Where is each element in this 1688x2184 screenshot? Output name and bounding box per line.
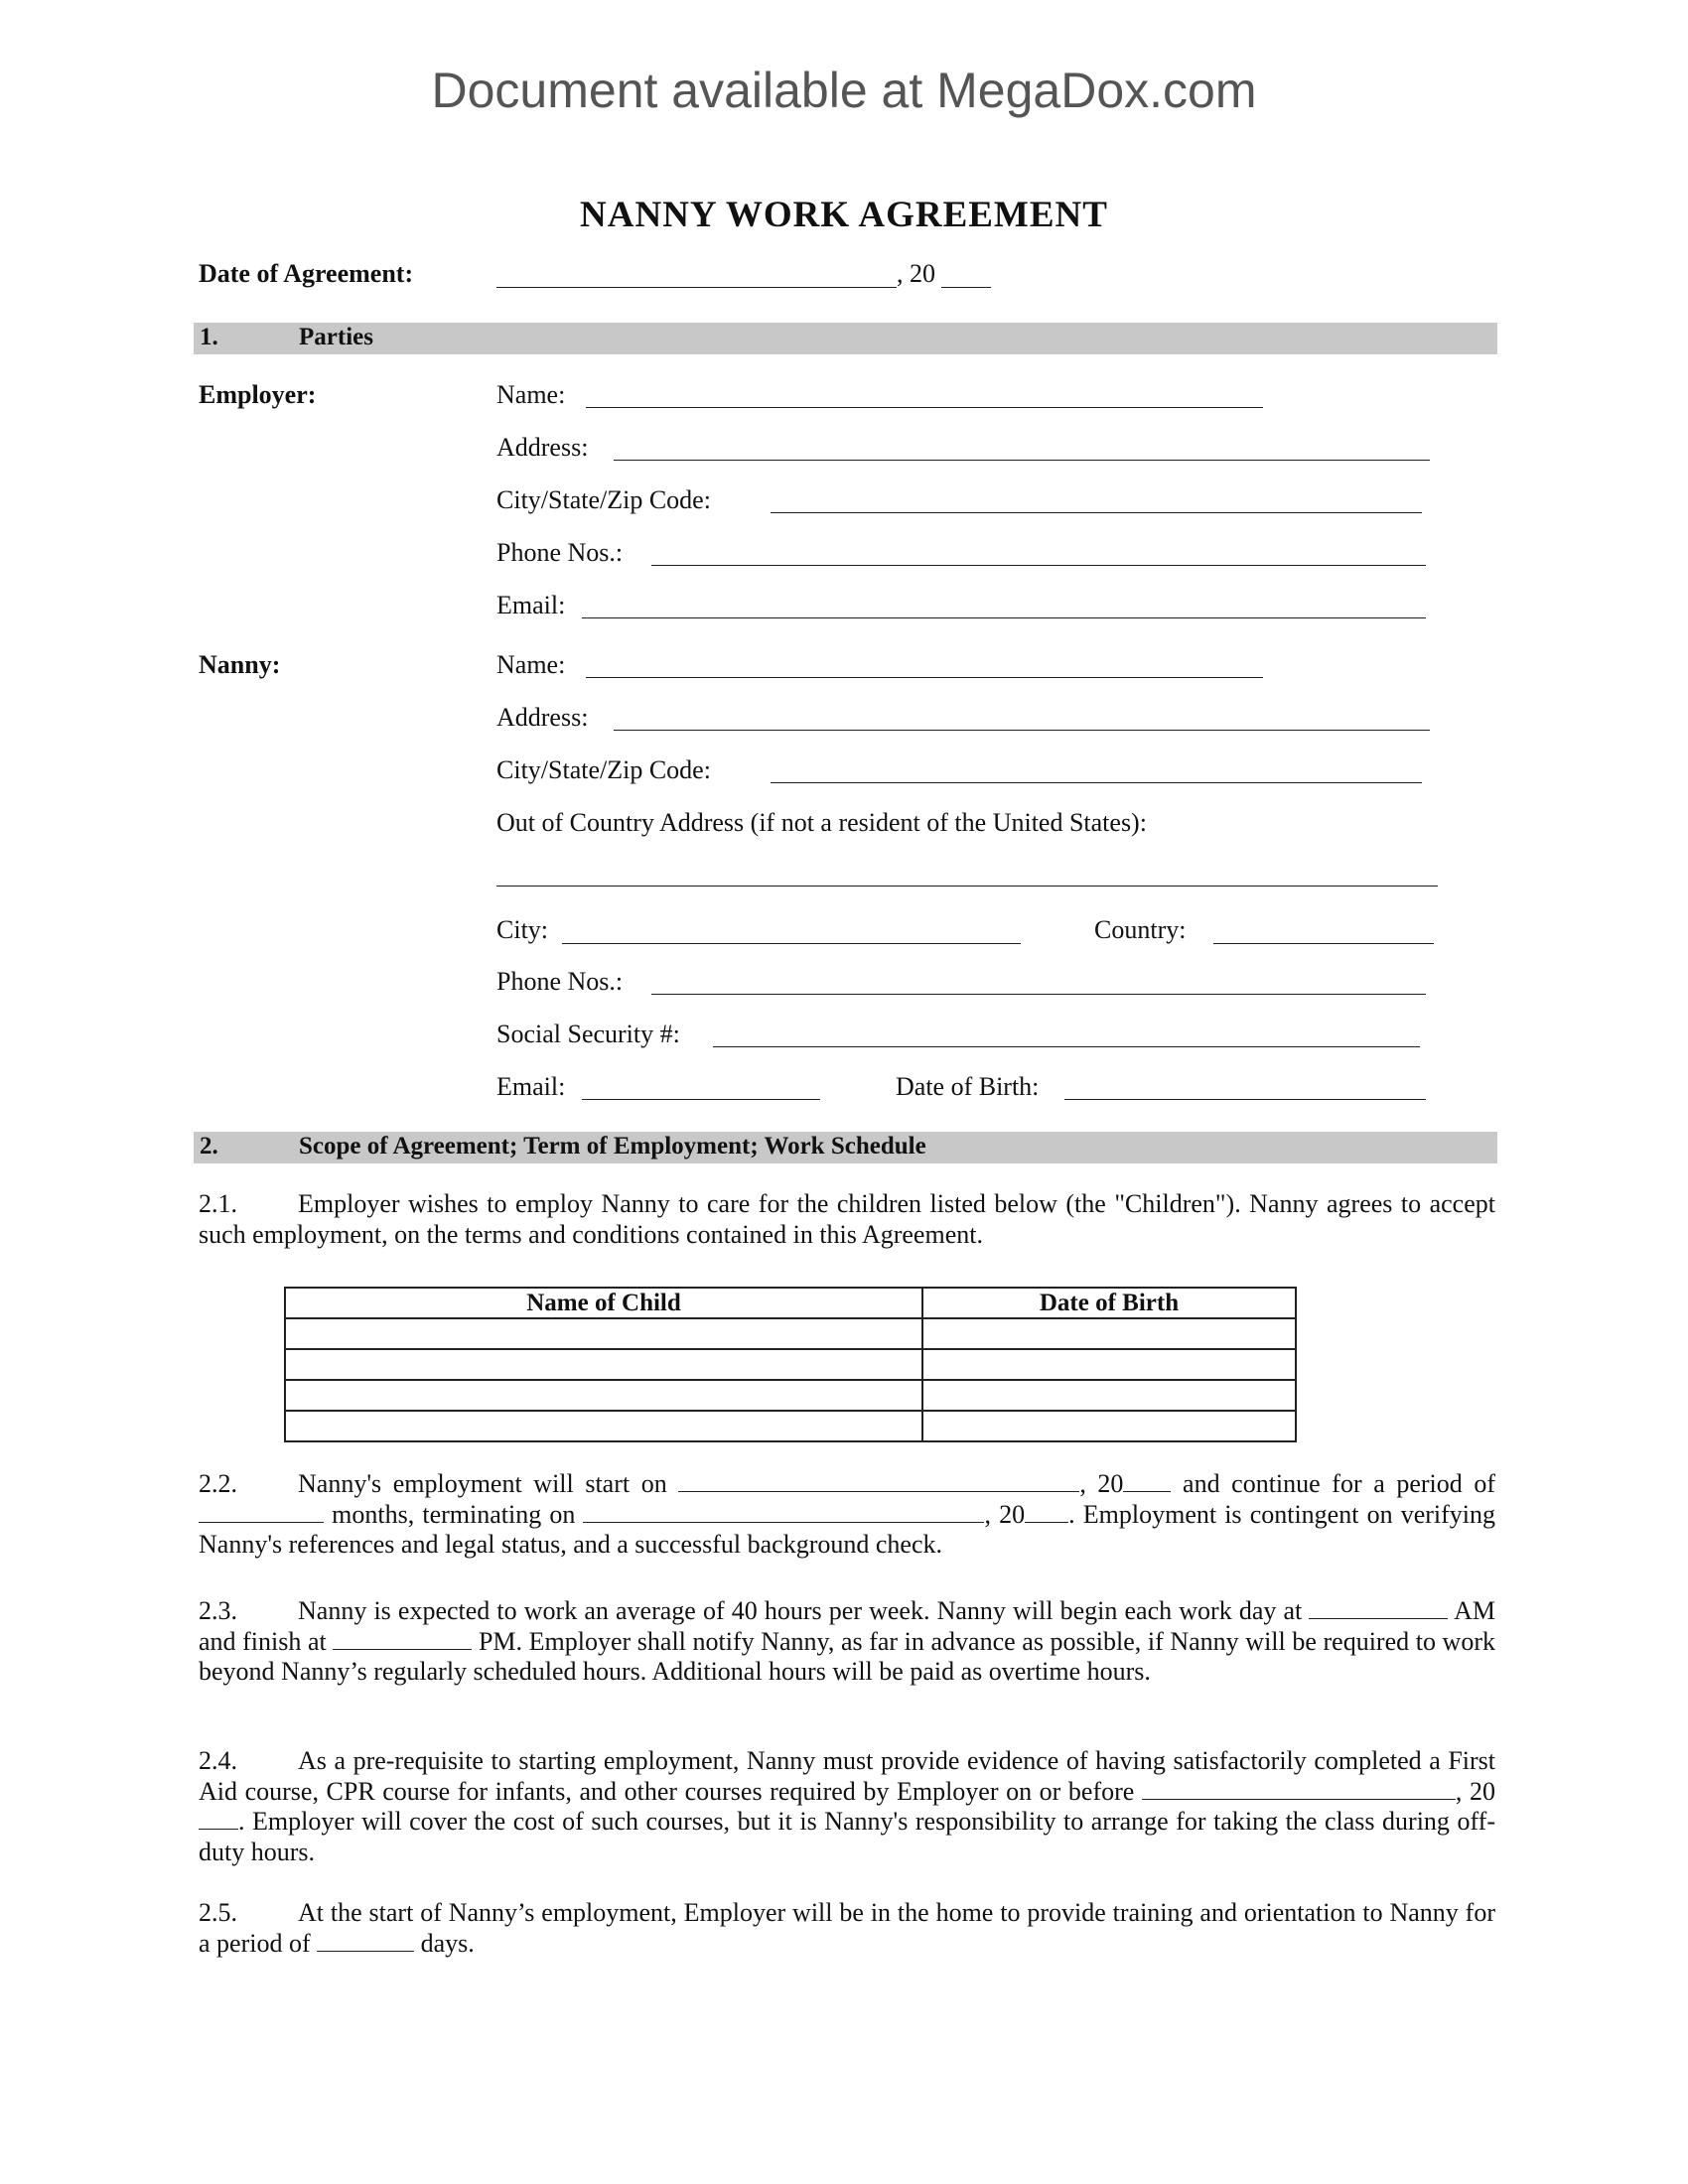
child-dob-cell[interactable]: [922, 1380, 1296, 1411]
date-of-agreement-label: Date of Agreement:: [199, 259, 414, 288]
employer-phone-field[interactable]: [651, 565, 1426, 566]
column-header-date-of-birth: Date of Birth: [922, 1288, 1296, 1318]
period-months-field[interactable]: [199, 1502, 324, 1523]
section-1-heading: [194, 323, 1497, 354]
nanny-city-label: City:: [496, 915, 549, 944]
paragraph-number: 2.4.: [199, 1746, 237, 1775]
employer-address-label: Address:: [496, 433, 589, 462]
paragraph-2-1: [199, 1189, 1495, 1250]
paragraph-2-5: [199, 1898, 1495, 1959]
child-dob-cell[interactable]: [922, 1349, 1296, 1380]
nanny-email-field[interactable]: [582, 1099, 820, 1100]
nanny-dob-field[interactable]: [1064, 1099, 1426, 1100]
end-year-field[interactable]: [1025, 1502, 1068, 1523]
start-year-field[interactable]: [1123, 1471, 1171, 1492]
watermark-banner: Document available at MegaDox.com: [431, 63, 1257, 118]
paragraph-text: Employer wishes to employ Nanny to care for the children listed below (the "Children"). Nanny agrees to accept such employment, on the terms and conditions contained in this Agreement.: [199, 1189, 1495, 1249]
employer-city-label: City/State/Zip Code:: [496, 485, 711, 514]
paragraph-number: 2.2.: [199, 1469, 237, 1498]
agreement-year-field[interactable]: [941, 287, 991, 288]
paragraph-text: and continue for a period of: [1183, 1469, 1496, 1498]
nanny-label: Nanny:: [199, 650, 281, 679]
child-dob-cell[interactable]: [922, 1411, 1296, 1441]
section-title: Parties: [299, 324, 373, 350]
paragraph-text: AM and finish at: [199, 1596, 1496, 1656]
employer-email-field[interactable]: [582, 617, 1426, 618]
start-time-field[interactable]: [1309, 1598, 1448, 1619]
paragraph-text: , 20: [1455, 1776, 1496, 1806]
paragraph-text: , 20: [1079, 1469, 1124, 1498]
employer-label: Employer:: [199, 380, 317, 409]
paragraph-number: 2.1.: [199, 1189, 237, 1218]
nanny-ssn-field[interactable]: [713, 1046, 1420, 1047]
paragraph-number: 2.3.: [199, 1596, 237, 1625]
agreement-year-prefix: , 20: [897, 259, 935, 288]
nanny-email-label: Email:: [496, 1072, 566, 1101]
column-header-name-of-child: Name of Child: [285, 1288, 922, 1318]
employer-address-field[interactable]: [614, 460, 1430, 461]
nanny-address-field[interactable]: [614, 730, 1430, 731]
paragraph-number: 2.5.: [199, 1898, 237, 1927]
nanny-name-field[interactable]: [586, 677, 1263, 678]
paragraph-2-2: [199, 1469, 1495, 1561]
paragraph-text: months, terminating on: [332, 1499, 576, 1529]
employer-city-field[interactable]: [771, 512, 1422, 513]
nanny-address-label: Address:: [496, 703, 589, 732]
orientation-days-field[interactable]: [317, 1931, 414, 1952]
paragraph-text: . Employment is contingent on verifying Nanny's references and legal status, and a successful background check.: [199, 1499, 1496, 1559]
paragraph-text: As a pre-requisite to starting employment, Nanny must provide evidence of having satisfactorily completed a First Aid course, CPR course for infants, and other courses required by Employer on or before: [199, 1746, 1495, 1806]
nanny-name-label: Name:: [496, 650, 566, 679]
end-date-field[interactable]: [583, 1502, 984, 1523]
paragraph-2-3: [199, 1596, 1495, 1688]
nanny-ssn-label: Social Security #:: [496, 1020, 680, 1048]
section-2-heading: [194, 1132, 1497, 1163]
employer-email-label: Email:: [496, 591, 566, 619]
document-title: NANNY WORK AGREEMENT: [580, 195, 1108, 235]
child-name-cell[interactable]: [285, 1411, 922, 1441]
finish-time-field[interactable]: [333, 1629, 472, 1650]
course-deadline-year-field[interactable]: [199, 1809, 238, 1830]
out-of-country-address-field[interactable]: [496, 886, 1438, 887]
nanny-city-field[interactable]: [562, 943, 1021, 944]
course-deadline-field[interactable]: [1142, 1779, 1456, 1800]
nanny-city-state-zip-label: City/State/Zip Code:: [496, 755, 711, 784]
start-date-field[interactable]: [678, 1471, 1079, 1492]
paragraph-text: Nanny is expected to work an average of 40 hours per week. Nanny will begin each work day at: [298, 1596, 1303, 1625]
employer-name-field[interactable]: [586, 407, 1263, 408]
paragraph-2-4: [199, 1746, 1495, 1867]
paragraph-text: days.: [420, 1928, 475, 1958]
paragraph-text: Nanny's employment will start on: [298, 1469, 667, 1498]
nanny-phone-field[interactable]: [651, 994, 1426, 995]
nanny-phone-label: Phone Nos.:: [496, 967, 624, 996]
nanny-country-field[interactable]: [1213, 943, 1434, 944]
paragraph-text: At the start of Nanny’s employment, Employer will be in the home to provide training and orientation to Nanny for a period of: [199, 1898, 1495, 1958]
children-table: [284, 1287, 1297, 1442]
table-row: [285, 1411, 1296, 1441]
section-title: Scope of Agreement; Term of Employment; Work Schedule: [299, 1133, 926, 1160]
nanny-city-state-zip-field[interactable]: [771, 782, 1422, 783]
child-dob-cell[interactable]: [922, 1318, 1296, 1349]
paragraph-text: , 20: [984, 1499, 1026, 1529]
paragraph-text: . Employer will cover the cost of such courses, but it is Nanny's responsibility to arrange for taking the class during off-duty hours.: [199, 1807, 1495, 1866]
paragraph-text: PM. Employer shall notify Nanny, as far in advance as possible, if Nanny will be required to work beyond Nanny’s regularly scheduled hours. Additional hours will be paid as overtime hours.: [199, 1626, 1495, 1686]
section-number: 1.: [200, 324, 218, 350]
nanny-country-label: Country:: [1094, 915, 1187, 944]
child-name-cell[interactable]: [285, 1318, 922, 1349]
child-name-cell[interactable]: [285, 1349, 922, 1380]
table-row: [285, 1380, 1296, 1411]
child-name-cell[interactable]: [285, 1380, 922, 1411]
employer-name-label: Name:: [496, 380, 566, 409]
agreement-date-field[interactable]: [496, 287, 897, 288]
out-of-country-label: Out of Country Address (if not a resident of the United States):: [496, 808, 1147, 837]
employer-phone-label: Phone Nos.:: [496, 538, 624, 567]
nanny-dob-label: Date of Birth:: [896, 1072, 1040, 1101]
table-row: [285, 1318, 1296, 1349]
table-row: [285, 1349, 1296, 1380]
section-number: 2.: [200, 1133, 218, 1160]
